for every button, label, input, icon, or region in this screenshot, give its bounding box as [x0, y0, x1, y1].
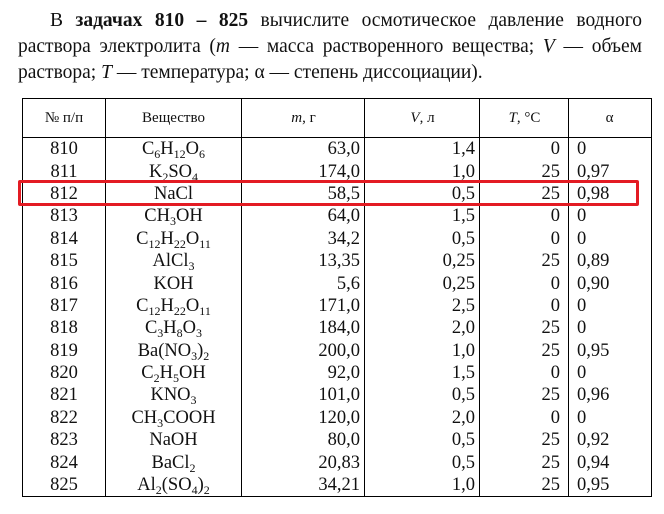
cell-alpha: 0,92: [569, 429, 652, 451]
cell-temperature: 0: [480, 228, 569, 250]
formula-part: H: [160, 295, 174, 316]
cell-mass: 120,0: [242, 407, 365, 429]
formula-part: H: [159, 363, 173, 384]
header-num: [23, 99, 106, 138]
cell-alpha: 0,97: [569, 160, 652, 182]
cell-temperature: 25: [480, 340, 569, 362]
cell-volume: 0,25: [365, 272, 480, 294]
cell-num: 821: [23, 384, 106, 406]
cell-temperature: 25: [480, 183, 569, 205]
formula-part: OH: [175, 206, 203, 227]
cell-mass: 80,0: [242, 429, 365, 451]
cell-temperature: 25: [480, 451, 569, 473]
cell-temperature: 25: [480, 250, 569, 272]
cell-alpha: 0: [569, 228, 652, 250]
cell-volume: 1,0: [365, 160, 480, 182]
cell-substance: [106, 295, 242, 317]
table-row: [23, 340, 652, 362]
header-num-label: № п/п: [44, 109, 84, 126]
cell-volume: 1,0: [365, 340, 480, 362]
header-temp-unit: , °C: [516, 109, 541, 126]
formula-part: NaOH: [149, 430, 198, 451]
formula-part: AlCl: [152, 251, 189, 272]
formula-part: SO: [168, 161, 193, 182]
cell-num: 824: [23, 451, 106, 473]
cell-substance: [106, 205, 242, 227]
cell-alpha: 0: [569, 407, 652, 429]
cell-substance: [106, 429, 242, 451]
cell-mass: 64,0: [242, 205, 365, 227]
cell-substance: [106, 384, 242, 406]
formula-subscript: 6: [154, 147, 161, 162]
cell-mass: 101,0: [242, 384, 365, 406]
cell-alpha: 0: [569, 317, 652, 339]
cell-alpha: 0,89: [569, 250, 652, 272]
cell-substance: [106, 272, 242, 294]
header-mass-symbol: m: [291, 109, 303, 126]
cell-alpha: 0: [569, 205, 652, 227]
cell-volume: 1,0: [365, 474, 480, 497]
formula-part: OH: [178, 363, 206, 384]
cell-mass: 13,35: [242, 250, 365, 272]
header-alpha: [569, 99, 652, 138]
table-header-row: [23, 99, 652, 138]
cell-num: 817: [23, 295, 106, 317]
formula-subscript: 5: [172, 371, 179, 386]
table-row: [23, 250, 652, 272]
formula-subscript: 11: [199, 303, 211, 318]
formula-part: C: [141, 139, 155, 160]
cell-mass: 174,0: [242, 160, 365, 182]
table-row: [23, 317, 652, 339]
formula-part: H: [163, 318, 177, 339]
formula-part: KOH: [153, 273, 194, 294]
formula-subscript: 4: [192, 169, 199, 184]
formula-part: C: [144, 318, 158, 339]
formula-subscript: 2: [203, 483, 210, 498]
cell-num: 812: [23, 183, 106, 205]
formula-part: COOH: [163, 407, 216, 428]
intro-text-part: В: [50, 10, 76, 31]
cell-num: 815: [23, 250, 106, 272]
intro-text-part: — температура; α — степень диссоциации).: [111, 62, 483, 83]
problem-range-label: задачах 810 – 825: [75, 10, 249, 31]
cell-substance: [106, 407, 242, 429]
formula-part: O: [185, 139, 200, 160]
formula-part: O: [182, 318, 197, 339]
formula-subscript: 3: [157, 326, 164, 341]
formula-part: ): [197, 475, 204, 496]
cell-temperature: 0: [480, 138, 569, 161]
cell-alpha: 0,95: [569, 474, 652, 497]
cell-volume: 2,0: [365, 317, 480, 339]
formula-part: CH: [144, 206, 170, 227]
header-volume: [365, 99, 480, 138]
cell-temperature: 0: [480, 272, 569, 294]
header-substance: [106, 99, 242, 138]
cell-num: 820: [23, 362, 106, 384]
header-temperature: [480, 99, 569, 138]
table-row: [23, 228, 652, 250]
formula-subscript: 3: [188, 259, 195, 274]
cell-num: 819: [23, 340, 106, 362]
table-row: [23, 429, 652, 451]
cell-alpha: 0: [569, 138, 652, 161]
cell-num: 810: [23, 138, 106, 161]
formula-subscript: 2: [153, 371, 160, 386]
table-row: [23, 272, 652, 294]
header-substance-label: Вещество: [142, 109, 205, 126]
formula-part: (SO: [161, 475, 192, 496]
cell-num: 811: [23, 160, 106, 182]
intro-text-part: вычислите осмотическое давление водного раствора электролита (: [18, 10, 642, 57]
header-mass: [242, 99, 365, 138]
problem-intro-text: [18, 8, 642, 86]
table-row: [23, 384, 652, 406]
formula-subscript: 3: [196, 326, 203, 341]
table-row: [23, 407, 652, 429]
formula-part: BaCl: [151, 452, 190, 473]
intro-text-part: — объем раствора;: [18, 36, 642, 83]
cell-volume: 0,5: [365, 451, 480, 473]
cell-volume: 1,5: [365, 362, 480, 384]
table-row: [23, 205, 652, 227]
cell-num: 823: [23, 429, 106, 451]
formula-subscript: 12: [148, 236, 161, 251]
formula-part: H: [160, 228, 174, 249]
cell-num: 814: [23, 228, 106, 250]
cell-volume: 0,25: [365, 250, 480, 272]
cell-substance: [106, 250, 242, 272]
cell-temperature: 25: [480, 384, 569, 406]
cell-mass: 63,0: [242, 138, 365, 161]
cell-temperature: 25: [480, 429, 569, 451]
cell-num: 816: [23, 272, 106, 294]
formula-subscript: 3: [169, 214, 176, 229]
cell-volume: 1,4: [365, 138, 480, 161]
cell-alpha: 0,96: [569, 384, 652, 406]
cell-alpha: 0: [569, 295, 652, 317]
formula-part: C: [136, 295, 149, 316]
cell-temperature: 0: [480, 295, 569, 317]
cell-alpha: 0,98: [569, 183, 652, 205]
cell-substance: [106, 362, 242, 384]
header-temp-symbol: T: [508, 109, 517, 126]
formula-subscript: 2: [162, 169, 169, 184]
cell-substance: [106, 228, 242, 250]
cell-mass: 184,0: [242, 317, 365, 339]
cell-temperature: 25: [480, 474, 569, 497]
cell-temperature: 0: [480, 362, 569, 384]
formula-part: H: [160, 139, 174, 160]
cell-num: 822: [23, 407, 106, 429]
formula-subscript: 3: [190, 393, 197, 408]
cell-mass: 20,83: [242, 451, 365, 473]
cell-mass: 34,21: [242, 474, 365, 497]
cell-num: 813: [23, 205, 106, 227]
formula-subscript: 6: [199, 147, 206, 162]
cell-volume: 0,5: [365, 228, 480, 250]
formula-subscript: 11: [199, 236, 211, 251]
cell-mass: 34,2: [242, 228, 365, 250]
formula-subscript: 4: [191, 483, 198, 498]
table-row: [23, 295, 652, 317]
cell-substance: [106, 317, 242, 339]
formula-part: ): [197, 340, 204, 361]
header-mass-unit: , г: [302, 109, 316, 126]
formula-subscript: 12: [148, 303, 161, 318]
intro-var-v: V: [542, 36, 555, 57]
cell-substance: [106, 138, 242, 161]
data-table: [22, 98, 652, 497]
cell-volume: 2,5: [365, 295, 480, 317]
cell-temperature: 25: [480, 317, 569, 339]
cell-volume: 0,5: [365, 183, 480, 205]
cell-volume: 2,0: [365, 407, 480, 429]
highlight-box-row-812: [18, 180, 639, 206]
cell-temperature: 25: [480, 160, 569, 182]
header-volume-unit: , л: [419, 109, 435, 126]
table-row: [23, 362, 652, 384]
intro-text-part: — масса растворенного вещества;: [230, 36, 543, 57]
cell-substance: [106, 474, 242, 497]
cell-mass: 5,6: [242, 272, 365, 294]
cell-volume: 0,5: [365, 384, 480, 406]
table-row: [23, 451, 652, 473]
formula-part: K: [148, 161, 163, 182]
formula-part: C: [136, 228, 149, 249]
cell-temperature: 0: [480, 205, 569, 227]
cell-alpha: 0,94: [569, 451, 652, 473]
formula-part: KNO: [150, 385, 191, 406]
cell-volume: 0,5: [365, 429, 480, 451]
cell-substance: [106, 340, 242, 362]
cell-mass: 58,5: [242, 183, 365, 205]
formula-subscript: 3: [157, 415, 164, 430]
formula-subscript: 2: [203, 348, 210, 363]
cell-num: 818: [23, 317, 106, 339]
cell-mass: 171,0: [242, 295, 365, 317]
table-row: [23, 138, 652, 161]
formula-subscript: 12: [173, 147, 186, 162]
formula-subscript: 2: [189, 460, 196, 475]
table-row: [23, 474, 652, 497]
formula-subscript: 22: [173, 303, 186, 318]
cell-mass: 200,0: [242, 340, 365, 362]
header-volume-symbol: V: [410, 109, 420, 126]
formula-part: Al: [137, 475, 156, 496]
intro-var-m: m: [215, 36, 231, 57]
cell-alpha: 0: [569, 362, 652, 384]
formula-subscript: 2: [155, 483, 162, 498]
intro-var-t: T: [101, 62, 112, 83]
formula-part: O: [185, 295, 200, 316]
formula-part: Ba(NO: [137, 340, 192, 361]
cell-num: 825: [23, 474, 106, 497]
formula-part: C: [141, 363, 154, 384]
cell-substance: [106, 451, 242, 473]
cell-temperature: 0: [480, 407, 569, 429]
cell-volume: 1,5: [365, 205, 480, 227]
formula-part: O: [185, 228, 200, 249]
formula-part: NaCl: [153, 183, 194, 204]
cell-alpha: 0,95: [569, 340, 652, 362]
formula-subscript: 3: [191, 348, 198, 363]
formula-part: CH: [131, 407, 158, 428]
header-alpha-label: α: [605, 109, 614, 126]
formula-subscript: 22: [173, 236, 186, 251]
cell-alpha: 0,90: [569, 272, 652, 294]
cell-mass: 92,0: [242, 362, 365, 384]
formula-subscript: 8: [176, 326, 183, 341]
